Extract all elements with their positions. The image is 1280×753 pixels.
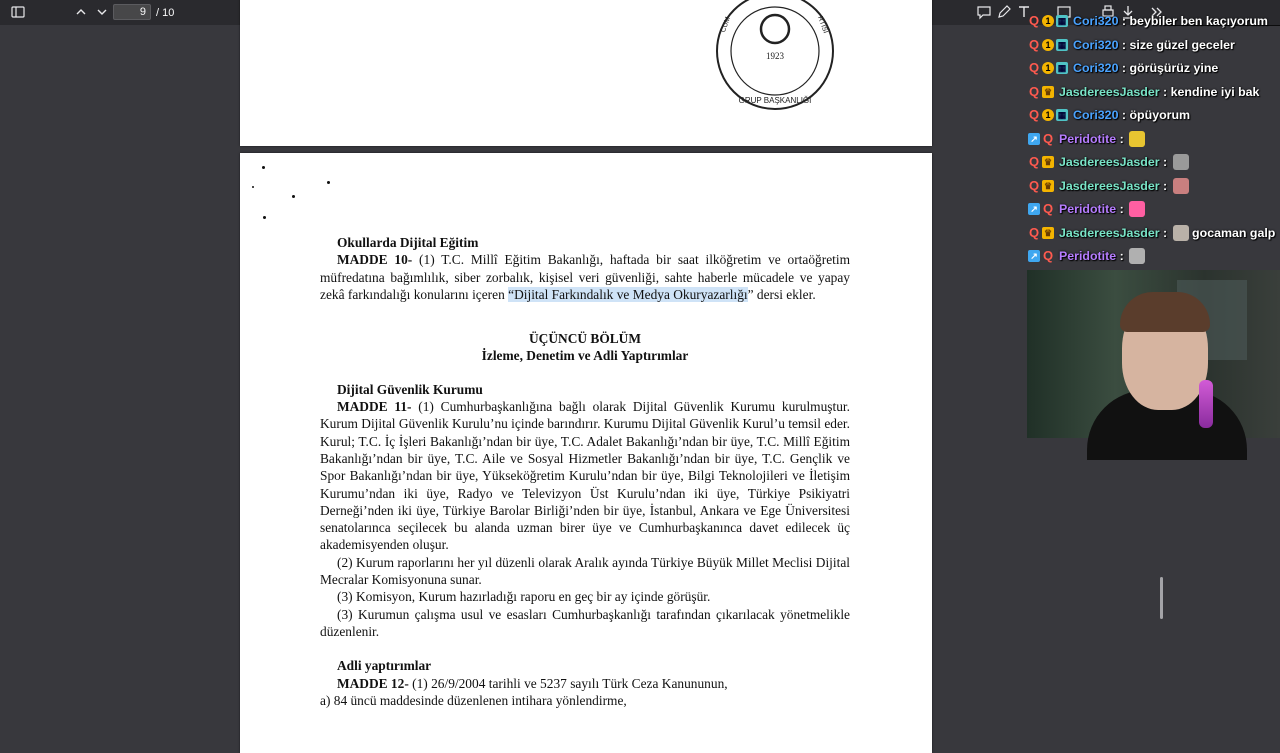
chat-message — [1028, 246, 1145, 266]
chat-message — [1028, 58, 1218, 78]
chat-separator: : — [1159, 155, 1171, 169]
crown-badge-icon: ♛ — [1043, 227, 1053, 238]
chat-message — [1028, 199, 1145, 219]
chat-text: görüşürüz yine — [1129, 61, 1219, 75]
scan-speck — [263, 216, 266, 219]
chat-separator: : — [1118, 108, 1130, 122]
article-text: (1) 26/9/2004 tarihli ve 5237 sayılı Türk Ceza Kanununun, — [408, 675, 728, 691]
chat-emote-icon — [1129, 248, 1145, 264]
crown-badge-icon: ♛ — [1043, 180, 1053, 191]
article-paragraph: (2) Kurum raporlarını her yıl düzenli olarak Aralık ayında Türkiye Büyük Millet Meclisi Dijital Mecralar Komisyonuna sunar. — [320, 554, 850, 588]
article-label: MADDE 10- — [337, 252, 413, 268]
scan-speck — [292, 195, 295, 198]
previous-page — [240, 0, 932, 146]
streamer-hair — [1120, 292, 1210, 332]
q-badge-icon: Q — [1028, 83, 1040, 99]
svg-text:CUM: CUM — [719, 16, 732, 34]
chat-username[interactable]: Peridotite — [1059, 131, 1117, 146]
next-page-icon[interactable] — [94, 4, 110, 20]
scan-speck — [262, 166, 265, 169]
chat-username[interactable]: JasdereesJasder — [1059, 225, 1160, 240]
q-badge-icon: Q — [1028, 107, 1040, 122]
crown-badge-icon: ♛ — [1043, 157, 1053, 167]
chat-separator: : — [1116, 202, 1128, 216]
chat-separator: : — [1159, 178, 1171, 193]
chat-message — [1028, 176, 1189, 196]
chat-username[interactable]: Cori320 — [1073, 108, 1119, 122]
bot-badge-icon: ▦ — [1057, 39, 1067, 50]
article-text: (1) T.C. Millî Eğitim Bakanlığı, haftada bir saat ilköğretim ve ortaöğretim müfredatına bağımlılık, siber zorbalık, kişisel veri güvenliği, sahte haberle mücadele ve yapay zekâ farkındalığı konularını içeren — [320, 252, 850, 302]
chat-message — [1028, 82, 1259, 102]
svg-text:RTİSİ: RTİSİ — [816, 15, 829, 35]
section-heading: Okullarda Dijital Eğitim — [337, 235, 479, 250]
scan-speck — [252, 186, 254, 188]
bot-badge-icon: ▦ — [1057, 63, 1067, 73]
q-badge-icon: Q — [1028, 13, 1040, 28]
prime-badge-icon: ↗ — [1028, 203, 1040, 215]
article-10 — [320, 251, 850, 303]
chat-username[interactable]: Cori320 — [1073, 14, 1119, 28]
prime-badge-icon: ↗ — [1028, 133, 1040, 145]
svg-text:GRUP BAŞKANLIĞI: GRUP BAŞKANLIĞI — [738, 96, 812, 105]
chat-separator: : — [1159, 225, 1171, 240]
chat-text: gocaman galp — [1188, 225, 1276, 240]
chat-separator: : — [1118, 37, 1130, 52]
chat-separator: : — [1116, 249, 1128, 263]
chat-message — [1028, 105, 1190, 125]
bot-badge-icon: ▦ — [1057, 16, 1067, 26]
chat-text: öpüyorum — [1129, 108, 1191, 122]
article-11 — [320, 398, 850, 554]
document-body — [320, 234, 850, 709]
chat-message — [1028, 152, 1189, 172]
chat-username[interactable]: Peridotite — [1059, 249, 1117, 263]
chat-emote-icon — [1173, 225, 1189, 241]
q-badge-icon: Q — [1042, 248, 1054, 263]
q-badge-icon: Q — [1028, 154, 1040, 169]
chat-message — [1028, 11, 1268, 31]
article-paragraph: (3) Komisyon, Kurum hazırladığı raporu en geç bir ay içinde görüşür. — [337, 589, 711, 605]
party-seal-stamp — [714, 0, 836, 113]
chat-username[interactable]: Peridotite — [1059, 202, 1117, 216]
chat-text: kendine iyi bak — [1170, 84, 1260, 99]
prime-badge-icon: ↗ — [1028, 250, 1040, 262]
draw-icon[interactable] — [996, 4, 1012, 20]
q-badge-icon: Q — [1028, 36, 1040, 52]
microphone — [1199, 380, 1213, 428]
q-badge-icon: Q — [1028, 177, 1040, 193]
article-12 — [320, 675, 850, 692]
q-badge-icon: Q — [1042, 130, 1054, 146]
chat-username[interactable]: JasdereesJasder — [1059, 84, 1160, 99]
article-item: a) 84 üncü maddesinde düzenlenen intihara yönlendirme, — [320, 692, 627, 708]
comment-icon[interactable] — [976, 4, 992, 20]
chat-message — [1028, 35, 1235, 55]
chat-username[interactable]: Cori320 — [1073, 37, 1119, 52]
svg-text:1923: 1923 — [766, 51, 784, 61]
chat-username[interactable]: JasdereesJasder — [1059, 178, 1160, 193]
chat-message — [1028, 129, 1145, 149]
chat-username[interactable]: Cori320 — [1073, 61, 1119, 75]
chat-separator: : — [1118, 61, 1130, 75]
stream-chat-overlay — [1024, 0, 1280, 270]
current-page — [240, 153, 932, 753]
page-total-label: / 10 — [156, 7, 175, 19]
scan-speck — [327, 181, 330, 184]
sidebar-toggle-icon[interactable] — [10, 4, 26, 20]
article-label: MADDE 11- — [337, 399, 412, 415]
chat-emote-icon — [1129, 201, 1145, 217]
chat-separator: : — [1159, 84, 1171, 99]
selected-text[interactable]: “Dijital Farkındalık ve Medya Okuryazarlığı — [508, 286, 748, 302]
chat-emote-icon — [1129, 131, 1145, 147]
article-paragraph: (3) Kurumun çalışma usul ve esasları Cumhurbaşkanlığı tarafından çıkarılacak yönetmelikle düzenlenir. — [320, 606, 850, 639]
section-heading: Dijital Güvenlik Kurumu — [337, 381, 483, 397]
vertical-scrollbar[interactable] — [1160, 577, 1163, 619]
previous-page-icon[interactable] — [73, 4, 89, 20]
sub-badge-icon: 1 — [1042, 39, 1054, 51]
chat-emote-icon — [1173, 154, 1189, 170]
q-badge-icon: Q — [1042, 201, 1054, 216]
webcam-feed — [1027, 270, 1280, 438]
part-subtitle: İzleme, Denetim ve Adli Yaptırımlar — [481, 348, 689, 364]
sub-badge-icon: 1 — [1042, 109, 1054, 121]
part-title: ÜÇÜNCÜ BÖLÜM — [529, 331, 641, 347]
chat-message — [1028, 223, 1275, 243]
page-number-input[interactable]: 9 — [113, 4, 151, 20]
chat-text: beybiler ben kaçıyorum — [1129, 14, 1268, 28]
article-label: MADDE 12- — [337, 675, 409, 691]
q-badge-icon: Q — [1028, 60, 1040, 75]
section-heading: Adli yaptırımlar — [337, 658, 432, 674]
chat-separator: : — [1118, 14, 1130, 28]
chat-text: size güzel geceler — [1129, 37, 1235, 52]
sub-badge-icon: 1 — [1042, 62, 1054, 74]
article-text: (1) Cumhurbaşkanlığına bağlı olarak Dijital Güvenlik Kurumu kurulmuştur. Kurum Dijital Güvenlik Kurulu’nu içinde barındırır. Kurumu Dijital Güvenlik Kurul’u temsil eder. Kurul; T.C. İç İşleri Bakanlığı’ndan bir üye, T.C. Adalet Bakanlığı’ndan bir üye, T.C. Millî Eğitim Bakanlığı’ndan bir üye, T.C. Aile ve Sosyal Hizmetler Bakanlığı’ndan bir üye, T.C. Gençlik ve Spor Bakanlığı’ndan bir üye, Yükseköğretim Kurulu’ndan bir üye, Bilgi Teknolojileri ve İletişim Kurumu’ndan iki üye, Radyo ve Televizyon Üst Kurulu’ndan iki üye, Türkiye Psikiyatri Derneği’nden iki üye, Türkiye Barolar Birliği’nden bir üye, İstanbul, Ankara ve Ege Üniversitesi senatolarınca seçilecek bu alanda uzman birer üye ve Cumhurbaşkanınca davet edilecek üç akademisyenden oluşur. — [320, 399, 850, 553]
article-text: ” dersi ekler. — [747, 286, 816, 302]
crown-badge-icon: ♛ — [1043, 86, 1053, 97]
bot-badge-icon: ▦ — [1057, 110, 1067, 120]
sub-badge-icon: 1 — [1042, 15, 1054, 27]
chat-separator: : — [1116, 131, 1128, 146]
chat-emote-icon — [1173, 178, 1189, 194]
chat-username[interactable]: JasdereesJasder — [1059, 155, 1160, 169]
q-badge-icon: Q — [1028, 224, 1040, 240]
